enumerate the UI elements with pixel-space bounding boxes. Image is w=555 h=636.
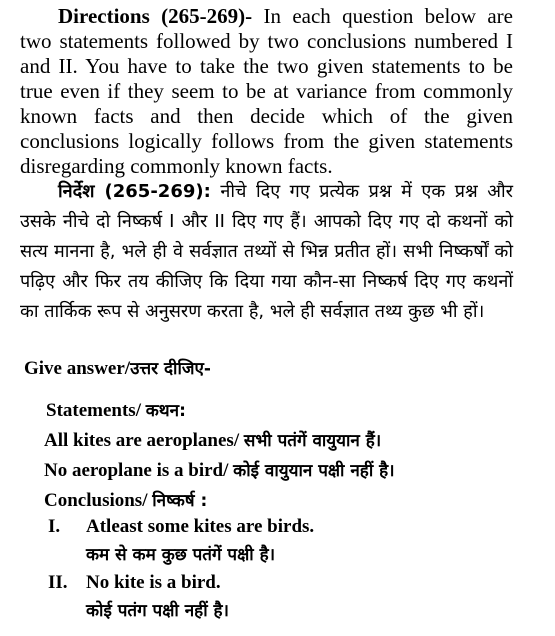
- conclusions-heading-english: Conclusions/: [44, 490, 153, 511]
- statement-1: [44, 428, 381, 452]
- conclusion-1-english-text: Atleast some kites are birds.: [86, 516, 315, 537]
- statements-heading: [46, 398, 186, 422]
- conclusion-1-number-text: I.: [48, 516, 61, 537]
- statements-heading-english: Statements/: [46, 400, 146, 421]
- give-answer-line: [24, 356, 211, 380]
- conclusion-2-number-text: II.: [48, 572, 68, 593]
- statement-1-hindi: सभी पतंगें वायुयान हैं।: [243, 431, 382, 451]
- conclusion-1-hindi: कम से कम कुछ पतंगें पक्षी है।: [86, 545, 276, 565]
- give-answer-english: Give answer/: [24, 358, 131, 379]
- conclusion-2-english: [86, 572, 221, 594]
- conclusion-1-number: [48, 516, 60, 538]
- conclusions-heading-hindi: निष्कर्ष :: [152, 491, 208, 511]
- directions-heading-hindi: निर्देश (265-269):: [58, 181, 211, 202]
- directions-text-english: In each question below are two statements followed by two conclusions numbered I and II. You have to take the two given statements to be true even if they seem to be at variance from commonly known facts and then decide which of the given conclusions logically follows from the given statements disregarding commonly known facts.: [20, 4, 513, 178]
- conclusion-1-english: [86, 516, 314, 538]
- give-answer-hindi: उत्तर दीजिए-: [130, 359, 211, 379]
- conclusion-2-english-text: No kite is a bird.: [86, 572, 221, 593]
- directions-english: [20, 4, 513, 179]
- directions-text-hindi: नीचे दिए गए प्रत्येक प्रश्न में एक प्रश्न और उसके नीचे दो निष्कर्ष I और II दिए गए हैं। आपको दिए गए दो कथनों को सत्य मानना है, भले ही वे सर्वज्ञात तथ्यों से भिन्न प्रतीत हों। सभी निष्कर्षों को पढ़िए और फिर तय कीजिए कि दिया गया कौन-सा निष्कर्ष दिए गए कथनों का तार्किक रूप से अनुसरण करता है, भले ही सर्वज्ञात तथ्य कुछ भी हों।: [20, 181, 513, 322]
- statements-heading-hindi: कथन:: [145, 401, 186, 421]
- statement-2-english: No aeroplane is a bird/: [44, 460, 234, 481]
- directions-heading-english: Directions (265-269)-: [58, 4, 253, 28]
- conclusions-heading: [44, 488, 207, 512]
- conclusion-2-hindi: कोई पतंग पक्षी नहीं है।: [86, 601, 229, 621]
- statement-2: [44, 458, 395, 482]
- statement-2-hindi: कोई वायुयान पक्षी नहीं है।: [233, 461, 395, 481]
- conclusion-2-number: [48, 572, 68, 594]
- statement-1-english: All kites are aeroplanes/: [44, 430, 244, 451]
- directions-hindi: [20, 177, 513, 327]
